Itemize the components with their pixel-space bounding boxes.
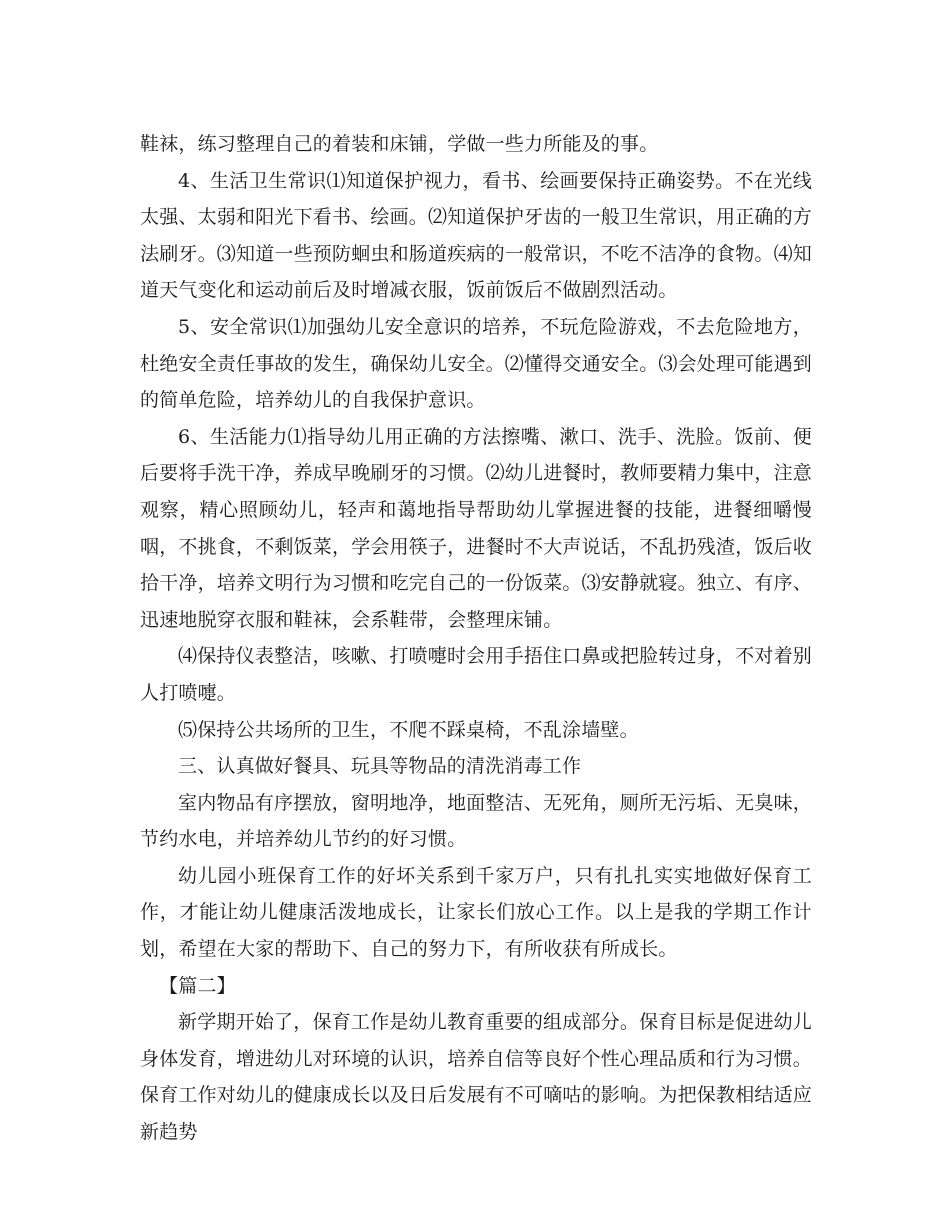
paragraph-life-skills: 6、生活能力⑴指导幼儿用正确的方法擦嘴、漱口、洗手、洗脸。饭前、便后要将手洗干净，养成早晚刷牙的习惯。⑵幼儿进餐时，教师要精力集中，注意观察，精心照顾幼儿，轻声和蔼地指导帮助幼儿掌握进餐的技能，进餐细嚼慢咽，不挑食，不剩饭菜，学会用筷子，进餐时不大声说话，不乱扔残渣，饭后收拾干净，培养文明行为习惯和吃完自己的一份饭菜。⑶安静就寝。独立、有序、迅速地脱穿衣服和鞋袜，会系鞋带，会整理床铺。	[140, 425, 813, 631]
paragraph-new-semester: 新学期开始了，保育工作是幼儿教育重要的组成部分。保育目标是促进幼儿身体发育，增进幼儿对环境的认识，培养自信等良好个性心理品质和行为习惯。保育工作对幼儿的健康成长以及日后发展有不可嘀咕的影响。为把保教相结适应新趋势	[140, 1011, 813, 1144]
paragraph-hygiene-knowledge: 4、生活卫生常识⑴知道保护视力，看书、绘画要保持正确姿势。不在光线太强、太弱和阳光下看书、绘画。⑵知道保护牙齿的一般卫生常识，用正确的方法刷牙。⑶知道一些预防蛔虫和肠道疾病的一般常识，不吃不洁净的食物。⑷知道天气变化和运动前后及时增减衣服，饭前饭后不做剧烈活动。	[140, 169, 813, 302]
paragraph-continuation: 鞋袜，练习整理自己的着装和床铺，学做一些力所能及的事。	[140, 133, 659, 155]
paragraph-indoor-order: 室内物品有序摆放，窗明地净，地面整洁、无死角，厕所无污垢、无臭味，节约水电，并培养幼儿节约的好习惯。	[140, 791, 812, 851]
document-body	[140, 126, 812, 1151]
paragraph-public-hygiene: ⑸保持公共场所的卫生，不爬不踩桌椅，不乱涂墙壁。	[178, 718, 639, 741]
section-tag-part-two: 【篇二】	[159, 974, 236, 997]
paragraph-appearance: ⑷保持仪表整洁，咳嗽、打喷嚏时会用手捂住口鼻或把脸转过身，不对着别人打喷嚏。	[140, 645, 812, 704]
section-heading-disinfection: 三、认真做好餐具、玩具等物品的清洗消毒工作	[178, 755, 582, 778]
paragraph-safety-knowledge: 5、安全常识⑴加强幼儿安全意识的培养，不玩危险游戏，不去危险地方，杜绝安全责任事故的发生，确保幼儿安全。⑵懂得交通安全。⑶会处理可能遇到的简单危险，培养幼儿的自我保护意识。	[140, 315, 813, 412]
paragraph-conclusion: 幼儿园小班保育工作的好坏关系到千家万户，只有扎扎实实地做好保育工作，才能让幼儿健康活泼地成长，让家长们放心工作。以上是我的学期工作计划，希望在大家的帮助下、自己的努力下，有所收获有所成长。	[140, 864, 812, 961]
